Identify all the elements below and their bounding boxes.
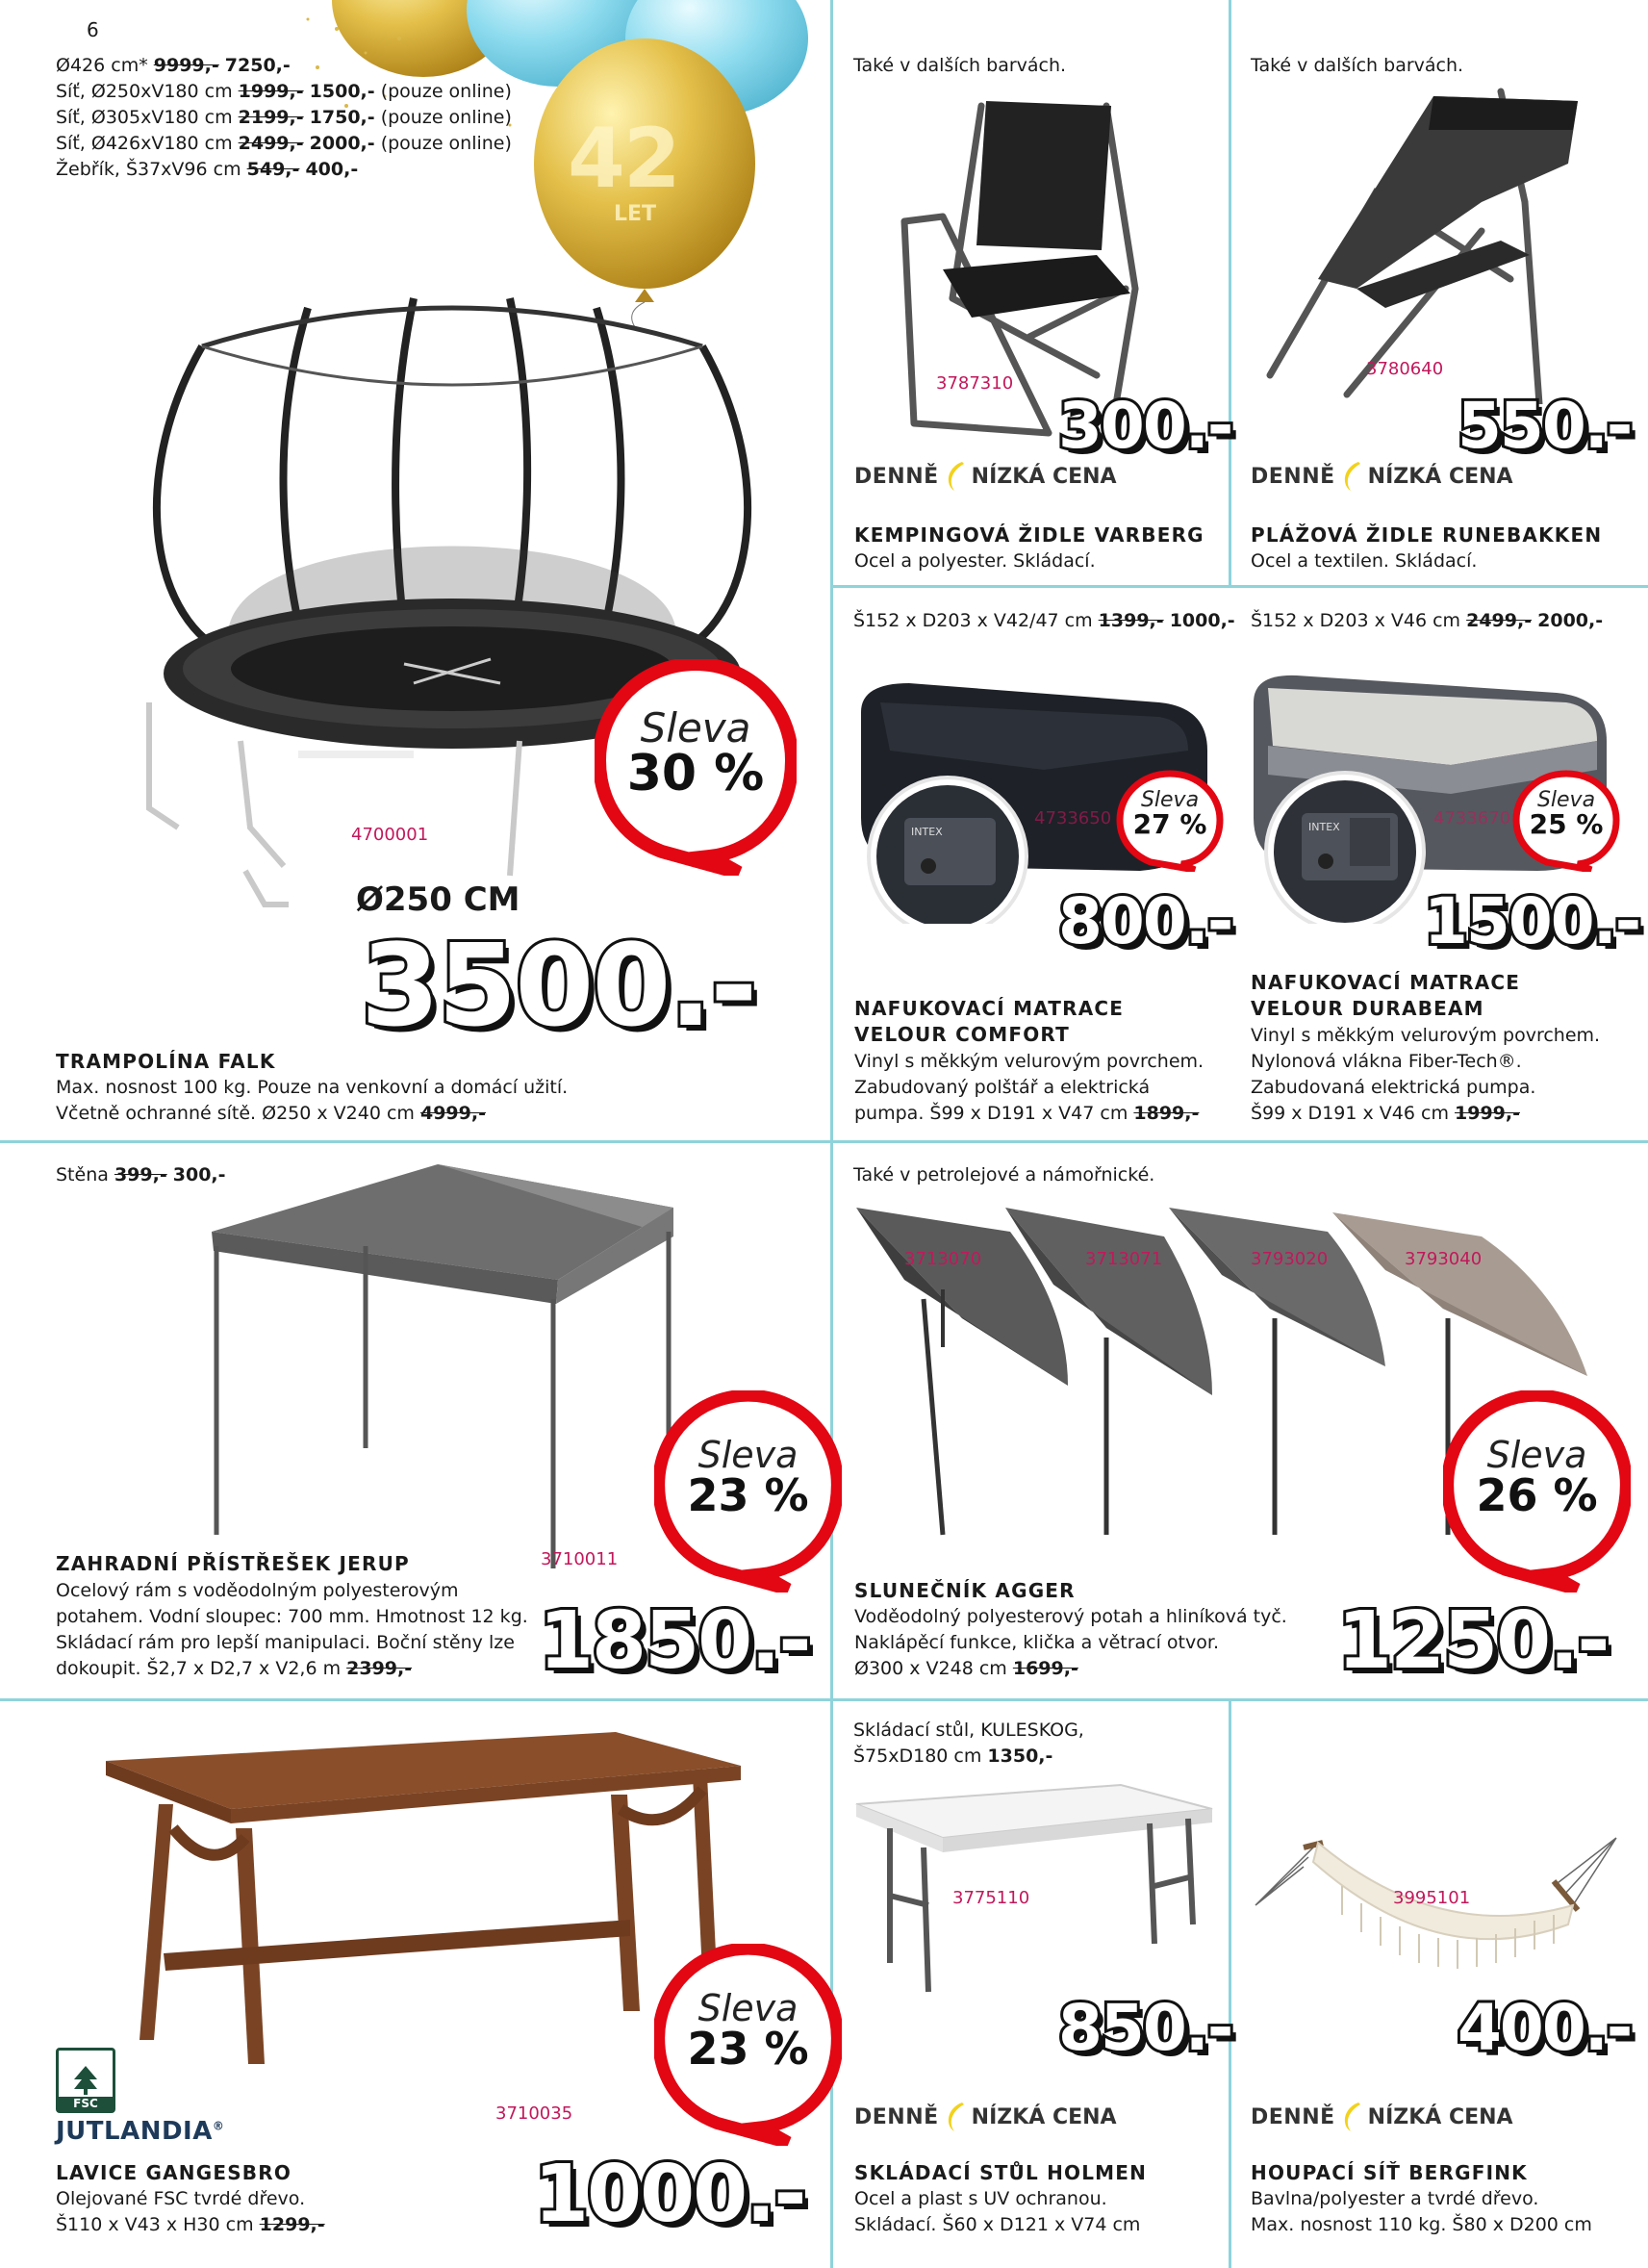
product-number: 4733670 — [1433, 808, 1511, 828]
denne-nizka-cena-logo: DENNĚ NÍZKÁ CENA — [854, 2101, 1117, 2133]
fsc-logo — [56, 2048, 115, 2113]
color-note: Také v dalších barvách. — [1251, 55, 1464, 76]
brand-logo: JUTLANDIA® — [56, 2117, 225, 2146]
swoosh-icon — [943, 2101, 968, 2133]
swoosh-icon — [943, 460, 968, 493]
product-title: PLÁŽOVÁ ŽIDLE RUNEBAKKEN — [1251, 523, 1603, 547]
trampoline-price: 3500.- — [361, 919, 756, 1052]
denne-nizka-cena-logo: DENNĚ NÍZKÁ CENA — [1251, 2101, 1513, 2133]
folding-table-image — [851, 1780, 1217, 2001]
product-number: 3710011 — [541, 1549, 619, 1569]
balloon-number: 42 — [568, 111, 679, 207]
product-number: 3793040 — [1405, 1249, 1483, 1269]
color-note: Také v petrolejové a námořnické. — [853, 1164, 1155, 1185]
swoosh-icon — [1339, 460, 1364, 493]
discount-badge-umbrella — [1443, 1390, 1631, 1593]
product-number: 4733650 — [1034, 808, 1112, 828]
balloon-label: LET — [614, 202, 657, 226]
size-note: Š152 x D203 x V42/47 cm 1399,- 1000,- — [853, 610, 1235, 631]
variant-row: Ø426 cm* 9999,- 7250,- — [56, 55, 291, 76]
product-description: Vinyl s měkkým velurovým povrchem. Zabudovaný polštář a elektrická pumpa. Š99 x D191 x V47 cm 1899,- — [854, 1051, 1204, 1124]
color-note: Také v dalších barvách. — [853, 55, 1067, 76]
trampoline-variants — [56, 53, 512, 183]
varberg-price: 300.- — [1058, 389, 1232, 463]
grid-line-h2 — [0, 1140, 1648, 1143]
tree-icon — [68, 2064, 103, 2097]
fsc-text: FSC — [59, 2097, 113, 2110]
product-number: 3713071 — [1085, 1249, 1163, 1269]
denne-nizka-cena-logo: DENNĚ NÍZKÁ CENA — [854, 460, 1117, 493]
product-description: Bavlna/polyester a tvrdé dřevo. Max. nosnost 110 kg. Š80 x D200 cm — [1251, 2188, 1592, 2235]
product-number: 3775110 — [952, 1888, 1030, 1908]
badge-percent: 23 % — [687, 1469, 809, 1521]
badge-percent: 30 % — [626, 744, 765, 803]
denne-nizka-cena-logo: DENNĚ NÍZKÁ CENA — [1251, 460, 1513, 493]
product-number: 3713070 — [904, 1249, 982, 1269]
badge-label: Sleva — [697, 1987, 799, 2029]
grid-line-h1 — [830, 585, 1648, 588]
discount-badge-durabeam — [1512, 770, 1620, 872]
product-title: NAFUKOVACÍ MATRACE VELOUR COMFORT — [854, 997, 1125, 1046]
product-number: 3793020 — [1251, 1249, 1329, 1269]
variant-row: Síť, Ø250xV180 cm 1999,- 1500,- (pouze online) — [56, 81, 512, 102]
product-title: HOUPACÍ SÍŤ BERGFINK — [1251, 2161, 1528, 2184]
grid-line-v2 — [1229, 0, 1231, 585]
product-number: 3787310 — [936, 373, 1014, 394]
product-number: 4700001 — [351, 825, 429, 845]
product-title: ZAHRADNÍ PŘÍSTŘEŠEK JERUP — [56, 1552, 410, 1575]
badge-percent: 23 % — [687, 2023, 809, 2075]
discount-badge-gazebo — [654, 1390, 842, 1593]
badge-label: Sleva — [1486, 1434, 1587, 1476]
grid-line-v1 — [830, 0, 833, 2268]
hammock-price: 400.- — [1458, 1991, 1632, 2065]
badge-label: Sleva — [640, 703, 751, 752]
page-number: 6 — [87, 18, 99, 41]
comfort-price: 800.- — [1058, 884, 1232, 958]
badge-label: Sleva — [1536, 788, 1596, 812]
table-price: 850.- — [1058, 1991, 1232, 2065]
product-description: Ocel a plast s UV ochranou. Skládací. Š60 x D121 x V74 cm — [854, 2188, 1141, 2235]
badge-percent: 27 % — [1132, 808, 1207, 840]
grid-line-h3 — [0, 1698, 1648, 1701]
product-description: Voděodolný polyesterový potah a hliníková tyč. Naklápěcí funkce, klička a větrací otvor. Ø300 x V248 cm 1699,- — [854, 1606, 1287, 1679]
product-number: 3780640 — [1366, 359, 1444, 379]
variant-row: Síť, Ø426xV180 cm 2499,- 2000,- (pouze online) — [56, 133, 512, 154]
discount-badge-trampoline — [595, 659, 797, 876]
product-description: Vinyl s měkkým velurovým povrchem. Nylonová vlákna Fiber-Tech®. Zabudovaná elektrická pumpa. Š99 x D191 x V46 cm 1999,- — [1251, 1025, 1601, 1124]
badge-percent: 26 % — [1476, 1469, 1598, 1521]
runebakken-price: 550.- — [1458, 389, 1632, 463]
product-description: Olejované FSC tvrdé dřevo. Š110 x V43 x H30 cm 1299,- — [56, 2188, 325, 2235]
product-number: 3710035 — [495, 2103, 573, 2124]
product-title: KEMPINGOVÁ ŽIDLE VARBERG — [854, 523, 1204, 547]
trampoline-size: Ø250 CM — [356, 880, 520, 919]
product-title: SLUNEČNÍK AGGER — [854, 1579, 1076, 1602]
product-description: Ocel a textilen. Skládací. — [1251, 550, 1478, 572]
swoosh-icon — [1339, 2101, 1364, 2133]
badge-label: Sleva — [697, 1434, 799, 1476]
product-description: Max. nosnost 100 kg. Pouze na venkovní a domácí užití. Včetně ochranné sítě. Ø250 x V240 cm 4999,- — [56, 1077, 569, 1124]
badge-percent: 25 % — [1529, 808, 1604, 840]
discount-badge-bench — [654, 1944, 842, 2146]
discount-badge-comfort — [1116, 770, 1224, 872]
badge-label: Sleva — [1140, 788, 1200, 812]
umbrella-price: 1250.- — [1337, 1595, 1609, 1687]
product-title: NAFUKOVACÍ MATRACE VELOUR DURABEAM — [1251, 971, 1521, 1020]
gazebo-image — [173, 1159, 712, 1573]
product-title: LAVICE GANGESBRO — [56, 2161, 292, 2184]
product-title: SKLÁDACÍ STŮL HOLMEN — [854, 2161, 1148, 2184]
product-title: TRAMPOLÍNA FALK — [56, 1050, 276, 1073]
product-description: Ocelový rám s voděodolným polyesterovým potahem. Vodní sloupec: 700 mm. Hmotnost 12 kg. Skládací rám pro lepší manipulaci. Boční stěny lze dokoupit. Š2,7 x D2,7 x V2,6 m 2399,- — [56, 1580, 528, 1679]
size-note: Š152 x D203 x V46 cm 2499,- 2000,- — [1251, 610, 1604, 631]
gazebo-price: 1850.- — [539, 1595, 810, 1687]
variant-row: Síť, Ø305xV180 cm 2199,- 1750,- (pouze online) — [56, 107, 512, 128]
brand-text: INTEX — [911, 826, 943, 838]
wall-note: Stěna 399,- 300,- — [56, 1164, 226, 1185]
variant-row: Žebřík, Š37xV96 cm 549,- 400,- — [56, 159, 359, 180]
bench-price: 1000.- — [534, 2149, 805, 2240]
variant-note: Skládací stůl, KULESKOG, Š75xD180 cm 1350,- — [853, 1720, 1084, 1767]
brand-text: INTEX — [1308, 821, 1340, 833]
product-number: 3995101 — [1393, 1888, 1471, 1908]
grid-line-v2b — [1229, 1701, 1231, 2268]
durabeam-price: 1500.- — [1424, 884, 1640, 958]
beach-chair-image — [1260, 87, 1626, 404]
product-description: Ocel a polyester. Skládací. — [854, 550, 1096, 572]
